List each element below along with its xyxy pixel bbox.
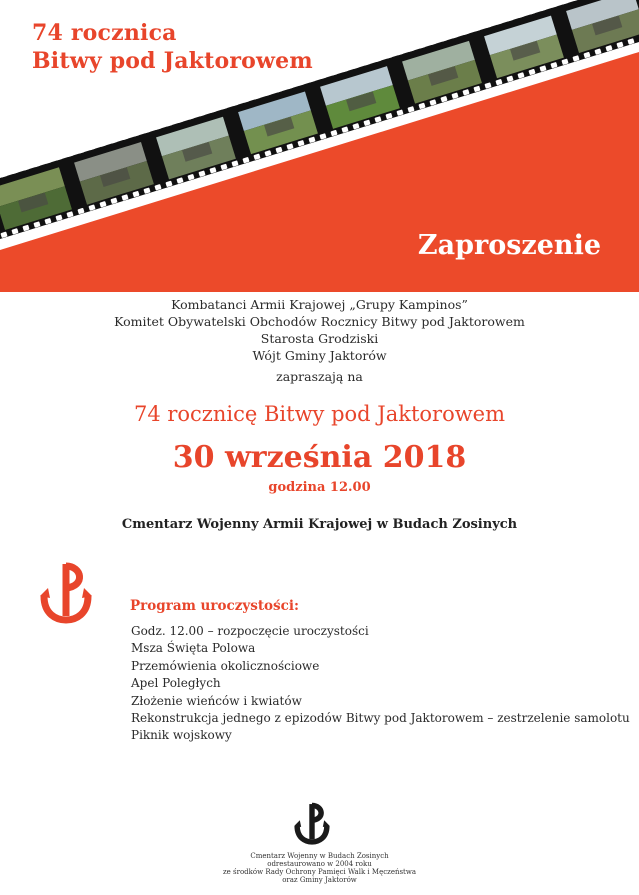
organizer-line: Wójt Gminy Jaktorów	[252, 348, 387, 363]
footer-line: odrestaurowano w 2004 roku	[267, 860, 372, 868]
film-frame-photo	[74, 142, 154, 205]
organizer-line: Starosta Grodziski	[260, 331, 379, 346]
header-title-line-1: 74 rocznica	[32, 20, 177, 46]
event-hour: godzina 12.00	[268, 480, 371, 495]
program-item: Apel Poległych	[131, 676, 221, 691]
organizer-line: Komitet Obywatelski Obchodów Rocznicy Bitwy pod Jaktorowem	[114, 314, 525, 329]
footer-line: Cmentarz Wojenny w Budach Zosinych	[250, 852, 389, 860]
organizer-line: Kombatanci Armii Krajowej „Grupy Kampinos”	[171, 297, 468, 312]
footer-note	[0, 852, 639, 884]
program-item: Msza Święta Polowa	[131, 641, 256, 656]
footer-line: ze środków Rady Ochrony Pamięci Walk i Męczeństwa	[222, 868, 417, 876]
invite-phrase: zapraszają na	[276, 369, 363, 384]
program-item: Godz. 12.00 – rozpoczęcie uroczystości	[131, 624, 369, 638]
footer-line: oraz Gminy Jaktorów	[282, 876, 357, 884]
film-frame-photo	[320, 66, 400, 129]
kotwica-anchor-icon	[38, 558, 94, 626]
organizers-list	[0, 296, 639, 364]
program-list	[131, 623, 630, 745]
kotwica-footer-icon	[292, 800, 332, 846]
event-venue: Cmentarz Wojenny Armii Krajowej w Budach Zosinych	[121, 517, 518, 532]
event-name: 74 rocznicę Bitwy pod Jaktorowem	[133, 402, 506, 426]
program-item: Piknik wojskowy	[131, 728, 232, 743]
header-banner	[0, 0, 639, 292]
header-title-line-2: Bitwy pod Jaktorowem	[32, 48, 313, 74]
program-title: Program uroczystości:	[130, 598, 299, 614]
invitation-heading: Zaproszenie	[417, 230, 601, 261]
program-item: Złożenie wieńców i kwiatów	[131, 693, 302, 708]
film-frame-photo	[238, 91, 318, 154]
film-frame-photo	[484, 16, 564, 79]
program-item: Rekonstrukcja jednego z epizodów Bitwy pod Jaktorowem – zestrzelenie samolotu	[131, 711, 630, 726]
event-date: 30 września 2018	[172, 440, 467, 475]
program-item: Przemówienia okolicznościowe	[131, 658, 320, 673]
